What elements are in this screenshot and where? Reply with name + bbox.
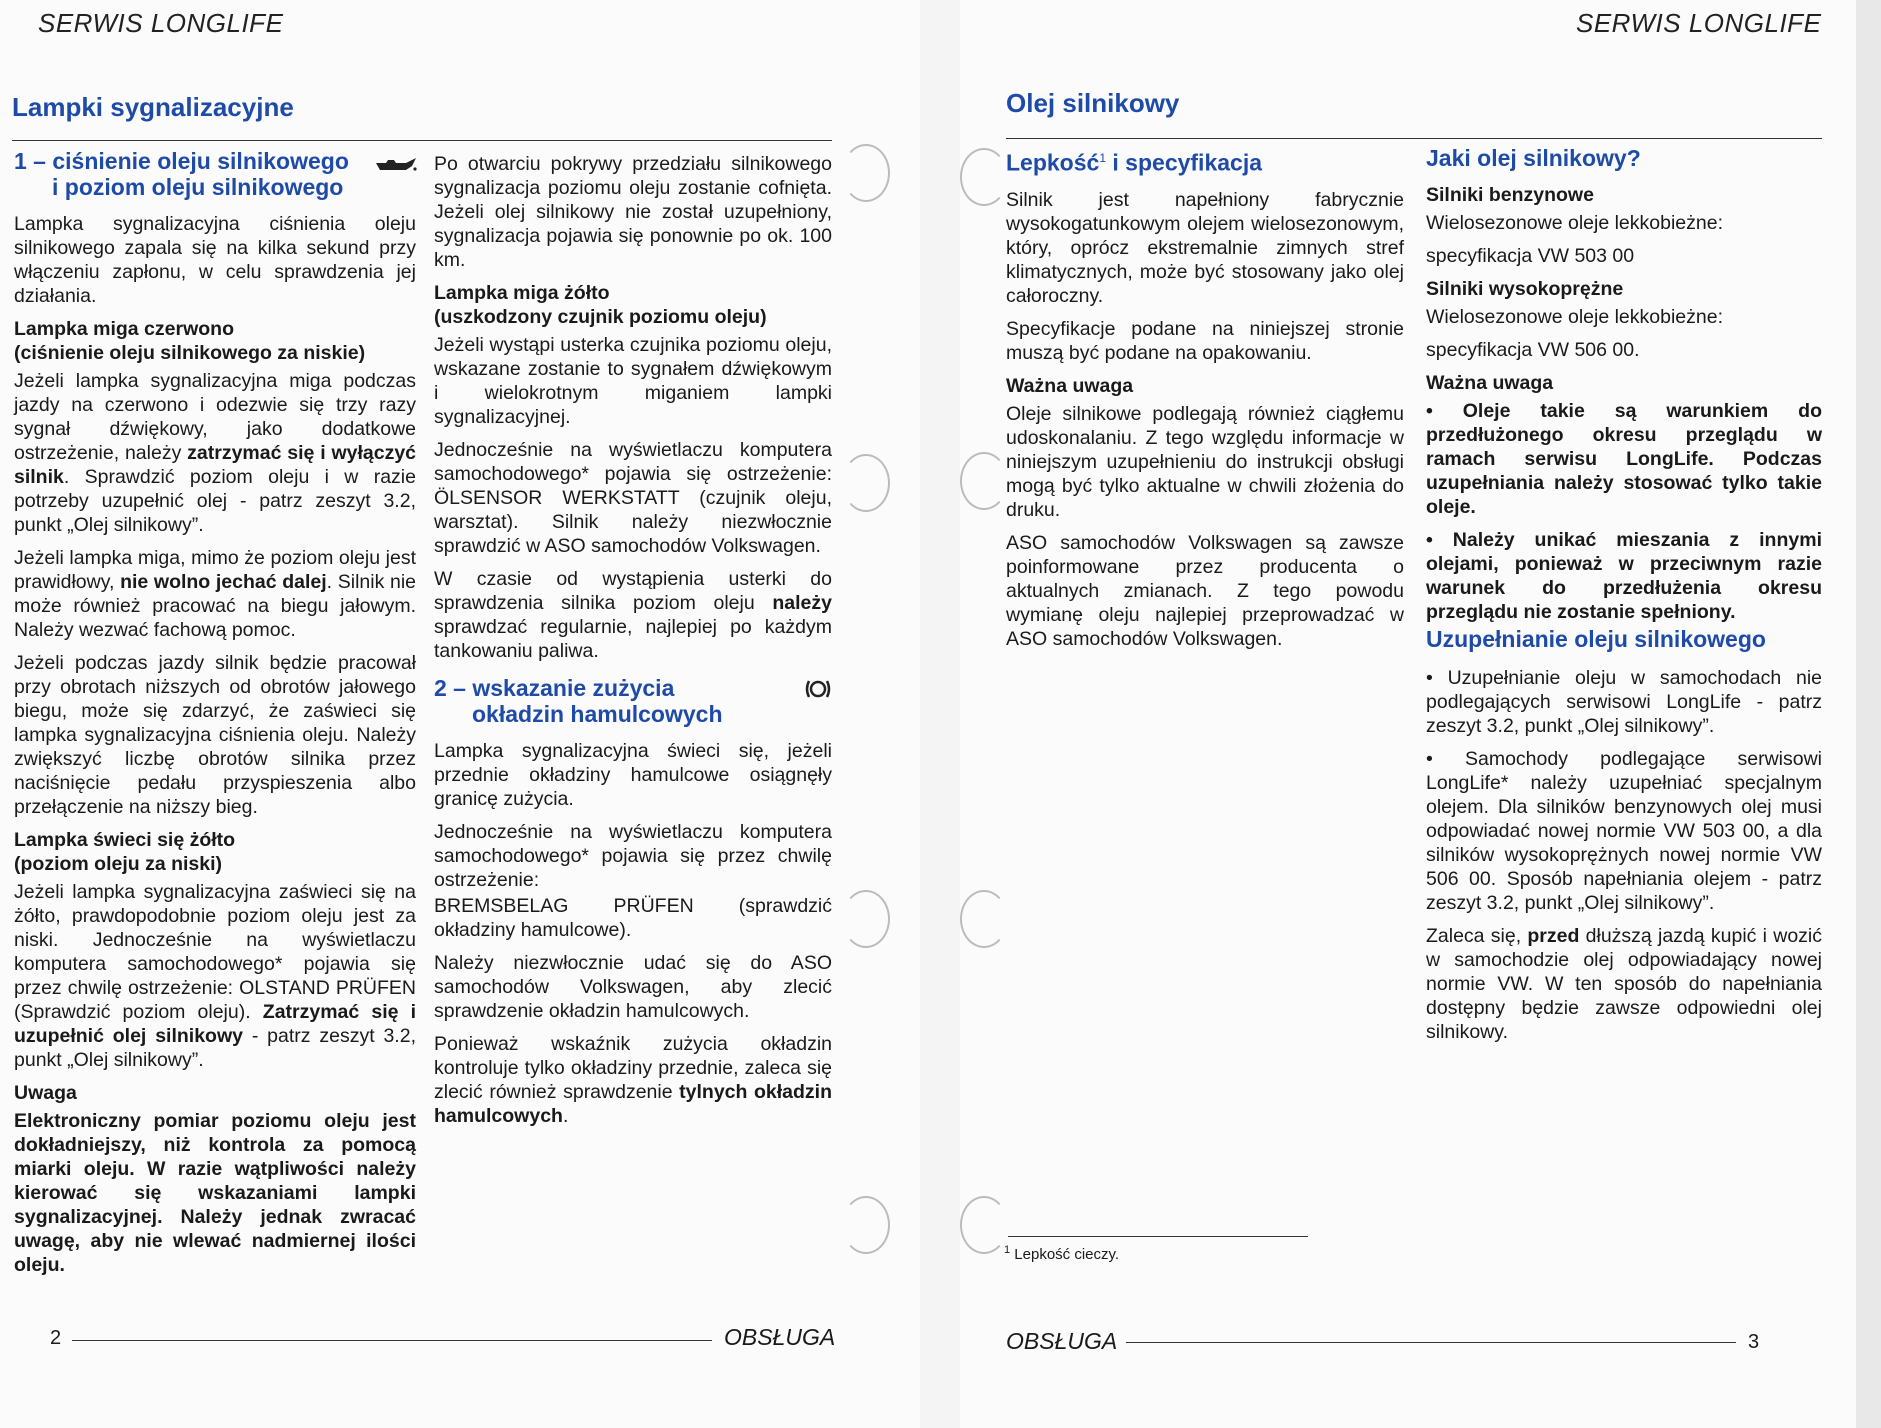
paragraph: Jednocześnie na wyświetlaczu komputera samochodowego* pojawia się przez chwilę ostrzeżenie: xyxy=(434,821,832,891)
heading-yellow-light xyxy=(14,828,416,876)
footnote-rule xyxy=(1008,1236,1308,1237)
text: . xyxy=(562,1105,569,1127)
bold-text: należy xyxy=(772,592,832,614)
heading-petrol-engines: Silniki benzynowe xyxy=(1426,184,1594,206)
left-column-1 xyxy=(14,148,416,1286)
heading-sensor-fault xyxy=(434,281,832,329)
right-page xyxy=(960,0,1856,1428)
right-column-2 xyxy=(1426,145,1822,1053)
binder-hole-mark xyxy=(842,1196,890,1254)
text: W czasie od wystąpienia usterki do sprawdzenia silnika poziom oleju xyxy=(434,568,832,614)
heading-note: Uwaga xyxy=(14,1082,77,1104)
binder-hole-mark xyxy=(842,144,890,202)
paragraph: Lampka sygnalizacyjna ciśnienia oleju silnikowego zapala się na kilka sekund przy włączeniu zapłonu, w celu sprawdzenia jej działania. xyxy=(14,213,416,307)
section-title: Lampki sygnalizacyjne xyxy=(12,92,294,122)
heading-line: (uszkodzony czujnik poziomu oleju) xyxy=(434,306,767,328)
section-rule xyxy=(1006,138,1822,139)
text: Jeżeli lampka sygnalizacyjna miga podczas jazdy na czerwono i odezwie się trzy razy sygnał dźwiękowy, jako dodatkowe ostrzeżenie, należy xyxy=(14,370,416,464)
subsection-topping-up-title: Uzupełnianie oleju silnikowego xyxy=(1426,626,1766,652)
binder-hole-mark xyxy=(960,148,1008,206)
subsection-which-oil-title: Jaki olej silnikowy? xyxy=(1426,145,1641,171)
heading-line: (poziom oleju za niski) xyxy=(14,853,223,875)
page-number: 3 xyxy=(1748,1331,1760,1353)
paragraph: specyfikacja VW 506 00. xyxy=(1426,339,1640,361)
paragraph: BREMSBELAG PRÜFEN (sprawdzić okładziny hamulcowe). xyxy=(434,895,832,941)
running-header: SERWIS LONGLIFE xyxy=(38,8,284,38)
text: sprawdzać regularnie, najlepiej po każdym tankowaniu paliwa. xyxy=(434,616,832,662)
binder-hole-mark xyxy=(842,890,890,948)
paragraph: Wielosezonowe oleje lekkobieżne: xyxy=(1426,306,1724,328)
footnote xyxy=(1004,1244,1119,1263)
paragraph xyxy=(1426,924,1822,1044)
bullet-item: • Należy unikać mieszania z innymi olejami, ponieważ w przeciwnym razie warunek do przedłużenia okresu przeglądu nie zostanie spełniony. xyxy=(1426,529,1822,623)
left-column-2 xyxy=(434,152,832,1137)
bullet-item: • Samochody podlegające serwisowi LongLife* należy uzupełniać specjalnym olejem. Dla silników benzynowych olej musi odpowiadać nowej normie VW 503 00, a dla silników wysokoprężnych nowej normie VW 506 00. Sposób napełniania olejem - patrz zeszyt 3.2, punkt „Olej silnikowy”. xyxy=(1426,748,1822,914)
subsection-brake-pads-title xyxy=(434,675,832,727)
paragraph: Należy niezwłocznie udać się do ASO samochodów Volkswagen, aby zlecić sprawdzenie okładzin hamulcowych. xyxy=(434,952,832,1022)
subsection-title-line1: 1 – ciśnienie oleju silnikowego xyxy=(14,148,349,174)
paragraph: Wielosezonowe oleje lekkobieżne: xyxy=(1426,212,1724,234)
paragraph: Jednocześnie na wyświetlaczu komputera samochodowego* pojawia się ostrzeżenie: ÖLSENSOR WERKSTATT (czujnik oleju, warsztat). Silnik należy niezwłocznie sprawdzić w ASO samochodów Volkswagen. xyxy=(434,439,832,557)
heading-diesel-engines: Silniki wysokoprężne xyxy=(1426,278,1624,300)
heading-line: Lampka świeci się żółto xyxy=(14,829,236,851)
heading-line: Lampka miga żółto xyxy=(434,282,610,304)
footer-label: OBSŁUGA xyxy=(724,1324,836,1350)
bold-text: przed xyxy=(1527,925,1580,947)
text: . Silnik nie może również pracować na biegu jałowym. Należy wezwać fachową pomoc. xyxy=(14,571,417,641)
footer-rule xyxy=(1126,1342,1736,1343)
text: - patrz zeszyt 3.2, punkt „Olej silnikowy”. xyxy=(14,1025,416,1071)
page-edge xyxy=(1856,0,1881,1428)
subsection-title-line2: i poziom oleju silnikowego xyxy=(52,174,344,200)
section-rule xyxy=(12,140,832,141)
bullet-item: • Uzupełnianie oleju w samochodach nie podlegających serwisowi LongLife - patrz zeszyt 3.2, punkt „Olej silnikowy”. xyxy=(1426,667,1822,737)
paragraph: Jeżeli podczas jazdy silnik będzie pracował przy obrotach niższych od obrotów jałowego biegu, może się zdarzyć, że zaświeci się lampka sygnalizacyjna ciśnienia oleju. Należy zwiększyć liczbę obrotów silnika przez naciśnięcie pedału przyspieszenia albo przełączenie na niższy bieg. xyxy=(14,652,416,818)
footnote-reference: 1 xyxy=(1099,151,1107,165)
binder-hole-mark xyxy=(960,1196,1011,1256)
footer-rule xyxy=(72,1340,712,1341)
subsection-viscosity-title xyxy=(1006,145,1404,176)
bold-text: zatrzymać się i wyłączyć silnik xyxy=(14,442,417,488)
paragraph: specyfikacja VW 503 00 xyxy=(1426,245,1635,267)
heading-line: Lampka miga czerwono xyxy=(14,318,234,340)
right-column-1 xyxy=(1006,145,1404,660)
paragraph: Lampka sygnalizacyjna świeci się, jeżeli przednie okładziny hamulcowe osiągnęły granicę zużycia. xyxy=(434,740,832,810)
subsection-title-line1: 2 – wskazanie zużycia xyxy=(434,675,675,701)
paragraph xyxy=(14,880,416,1072)
paragraph: Silnik jest napełniony fabrycznie wysokogatunkowym olejem wielosezonowym, który, oprócz ekstremalnie zimnych stref klimatycznych, może być stosowany jako olej całoroczny. xyxy=(1006,188,1404,307)
heading-important-note: Ważna uwaga xyxy=(1426,372,1554,394)
bullet-item: • Oleje takie są warunkiem do przedłużonego okresu przeglądu w ramach serwisu LongLife. Podczas uzupełniania należy stosować tylko takie oleje. xyxy=(1426,400,1822,518)
paragraph: Oleje silnikowe podlegają również ciągłemu udoskonalaniu. Z tego względu informacje w niniejszym uzupełnieniu do instrukcji obsługi mogą być tylko aktualne w chwili złożenia do druku. xyxy=(1006,402,1404,521)
binder-hole-mark xyxy=(960,890,1008,948)
paragraph: Jeżeli wystąpi usterka czujnika poziomu oleju, wskazane zostanie to sygnałem dźwiękowym i wielokrotnym miganiem lampki sygnalizacyjnej. xyxy=(434,334,832,428)
left-page xyxy=(0,0,920,1428)
paragraph xyxy=(434,567,832,663)
paragraph xyxy=(14,369,416,537)
text: . Sprawdzić poziom oleju i w razie potrzeby uzupełnić olej - patrz zeszyt 3.2, punkt „Olej silnikowy”. xyxy=(14,466,416,536)
paragraph: Po otwarciu pokrywy przedziału silnikowego sygnalizacja poziomu oleju zostanie cofnięta. Jeżeli olej silnikowy nie został uzupełniony, sygnalizacja pojawia się ponownie po ok. 100 km. xyxy=(434,153,832,271)
bold-text: nie wolno jechać dalej xyxy=(120,571,327,593)
subsection-title-text: Lepkość xyxy=(1006,149,1100,176)
footnote-text: Lepkość cieczy. xyxy=(1014,1246,1120,1263)
page-gutter xyxy=(920,0,960,1428)
note-paragraph: Elektroniczny pomiar poziomu oleju jest dokładniejszy, niż kontrola za pomocą miarki oleju. W razie wątpliwości należy kierować się wskazaniami lampki sygnalizacyjnej. Należy jednak zwracać uwagę, aby nie wlewać nadmiernej ilości oleju. xyxy=(14,1110,416,1276)
running-header: SERWIS LONGLIFE xyxy=(1576,8,1822,38)
footer-label: OBSŁUGA xyxy=(1006,1328,1118,1354)
text: Zaleca się, xyxy=(1426,925,1528,947)
brake-pad-icon xyxy=(804,677,832,701)
bold-text: tylnych okładzin hamulcowych xyxy=(434,1081,833,1127)
bold-text: Zatrzymać się i uzupełnić olej silnikowy xyxy=(14,1001,417,1047)
page-number: 2 xyxy=(50,1327,62,1349)
paragraph xyxy=(434,1032,832,1128)
heading-important-note: Ważna uwaga xyxy=(1006,374,1134,397)
text: dłuższą jazdą kupić i wozić w samochodzie olej odpowiadający nowej normie VW. W ten sposób do napełniania dostępny będzie zawsze odpowiedni olej silnikowy. xyxy=(1426,925,1822,1043)
oil-can-icon xyxy=(372,154,418,176)
text: Ponieważ wskaźnik zużycia okładzin kontroluje tylko okładziny przednie, zaleca się zlecić również sprawdzenie xyxy=(434,1033,832,1103)
section-title: Olej silnikowy xyxy=(1006,88,1180,118)
heading-red-blink xyxy=(14,317,416,365)
paragraph: Specyfikacje podane na niniejszej stronie muszą być podane na opakowaniu. xyxy=(1006,317,1404,364)
paragraph: ASO samochodów Volkswagen są zawsze poinformowane przez producenta o aktualnych zmianach. Z tego powodu wymianę oleju najlepiej przeprowadzać w ASO samochodów Volkswagen. xyxy=(1006,531,1404,650)
footnote-mark: 1 xyxy=(1004,1244,1011,1256)
heading-line: (ciśnienie oleju silnikowego za niskie) xyxy=(14,342,366,364)
subsection-title-text: i specyfikacja xyxy=(1106,149,1263,176)
paragraph xyxy=(14,546,416,642)
text: Jeżeli lampka miga, mimo że poziom oleju jest prawidłowy, xyxy=(14,547,416,593)
subsection-oil-pressure-title xyxy=(14,148,416,200)
binder-hole-mark xyxy=(842,454,890,512)
binder-hole-mark xyxy=(960,452,1008,510)
text: Jeżeli lampka sygnalizacyjna zaświeci się na żółto, prawdopodobnie poziom oleju jest za niski. Jednocześnie na wyświetlaczu komputera samochodowego* pojawia się przez chwilę ostrzeżenie: OLSTAND PRÜFEN (Sprawdzić poziom oleju). xyxy=(14,881,416,1023)
subsection-title-line2: okładzin hamulcowych xyxy=(472,701,723,727)
